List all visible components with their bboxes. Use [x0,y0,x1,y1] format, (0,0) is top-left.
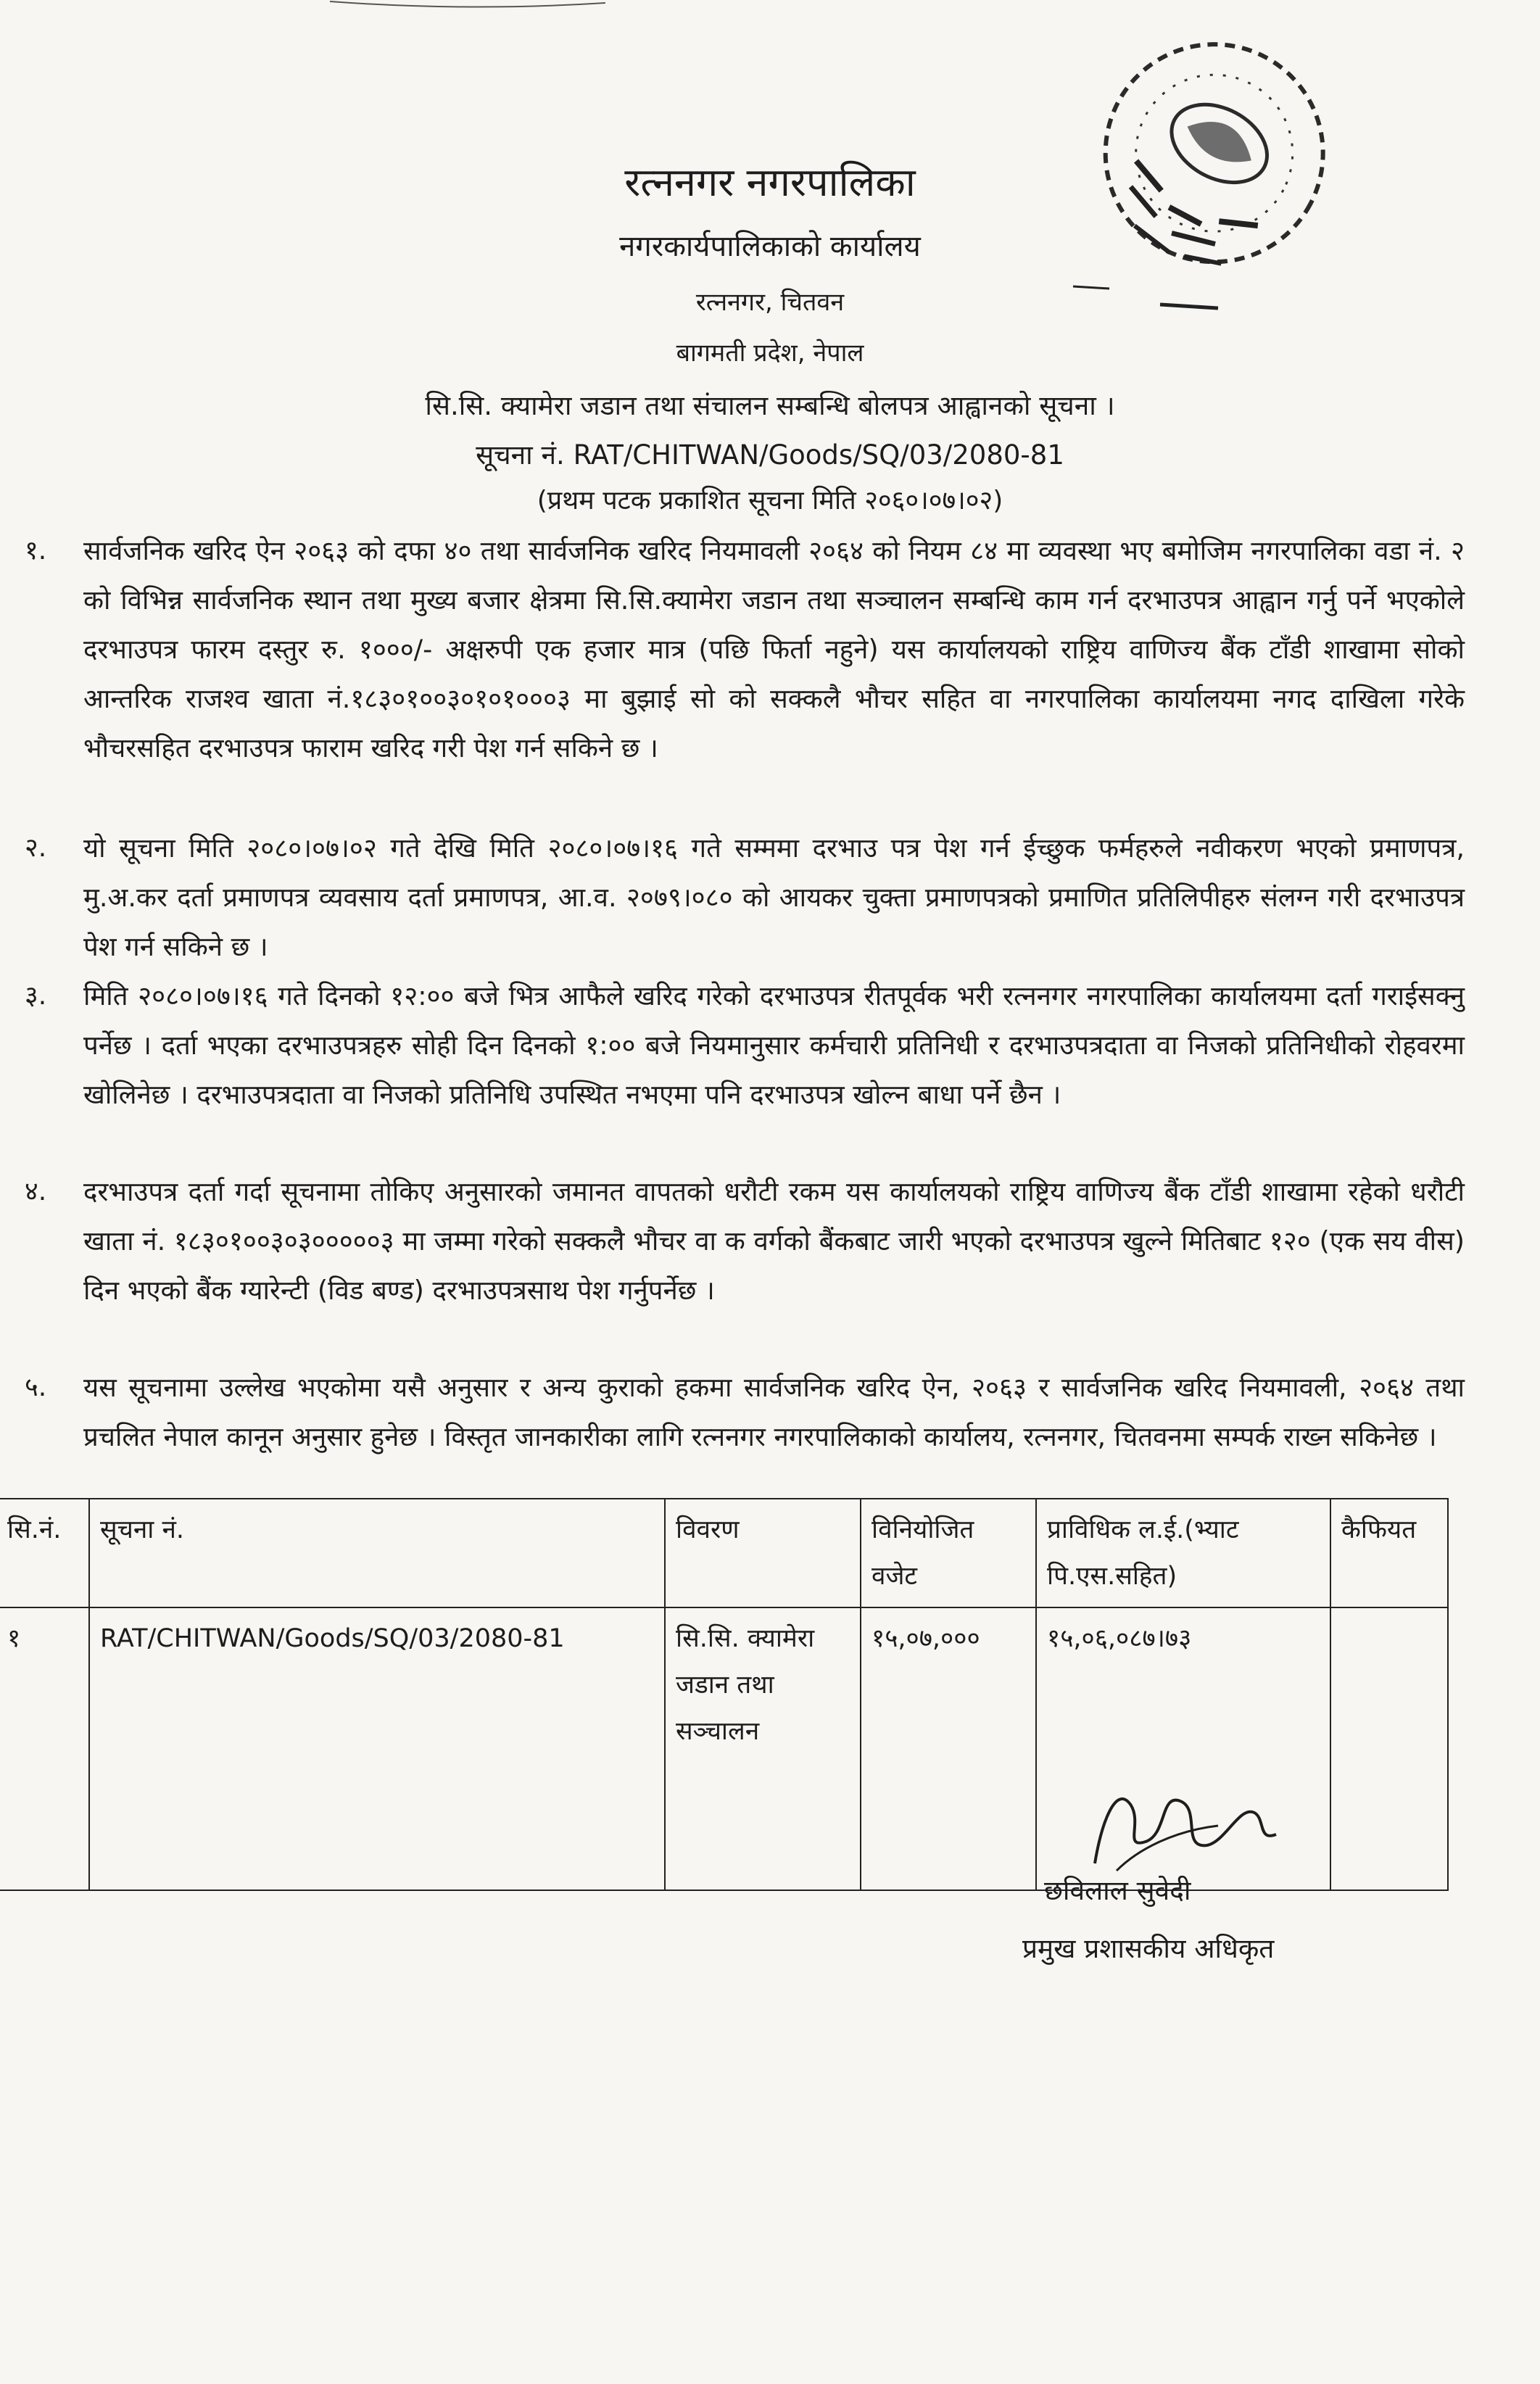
paragraph-text: मिति २०८०।०७।१६ गते दिनको १२:०० बजे भित्र आफैले खरिद गरेको दरभाउपत्र रीतपूर्वक भरी रत्ननगर नगरपालिका कार्यालयमा दर्ता गराईसक्नु पर्नेछ । दर्ता भएका दरभाउपत्रहरु सोही दिन दिनको १:०० बजे नियमानुसार कर्मचारी प्रतिनिधी र दरभाउपत्रदाता वा निजको प्रतिनिधीको रोहवरमा खोलिनेछ । दरभाउपत्रदाता वा निजको प्रतिनिधि उपस्थित नभएमा पनि दरभाउपत्र खोल्न बाधा पर्ने छैन । [83,980,1465,1110]
cell-sn: १ [0,1607,89,1890]
paragraph-number: ५. [25,1373,47,1402]
cell-budget: १५,०७,००० [861,1607,1036,1890]
paragraph-number: ३. [25,981,47,1011]
paragraph-number: ४. [25,1177,47,1207]
signer-name: छविलाल सुवेदी [1044,1875,1191,1906]
office-province: बागमती प्रदेश, नेपाल [676,339,864,368]
paragraph-text: सार्वजनिक खरिद ऐन २०६३ को दफा ४० तथा सार्वजनिक खरिद नियमावली २०६४ को नियम ८४ मा व्यवस्था भए बमोजिम नगरपालिका वडा नं. २ को विभिन्न सार्वजनिक स्थान तथा मुख्य बजार क्षेत्रमा सि.सि.क्यामेरा जडान तथा सञ्चालन सम्बन्धि काम गर्न दरभाउपत्र आह्वान गर्नु पर्ने भएकोले दरभाउपत्र फारम दस्तुर रु. १०००/- अक्षरुपी एक हजार मात्र (पछि फिर्ता नहुने) यस कार्यालयको राष्ट्रिय वाणिज्य बैंक टाँडी शाखामा सोको आन्तरिक राजश्व खाता नं.१८३०१००३०१०१०००३ मा बुझाई सो को सक्कलै भौचर सहित वा नगरपालिका कार्यालयमा नगद दाखिला गरेके भौचरसहित दरभाउपत्र फाराम खरिद गरी पेश गर्न सकिने छ । [83,535,1465,763]
column-header-remarks: कैफियत [1330,1499,1448,1607]
signer-designation: प्रमुख प्रशासकीय अधिकृत [1022,1933,1275,1964]
handwritten-signature [1073,1762,1291,1878]
office-name: नगरकार्यपालिकाको कार्यालय [619,230,921,263]
cell-estimate: १५,०६,०८७।७३ [1036,1607,1330,1890]
cell-notice-no: RAT/CHITWAN/Goods/SQ/03/2080-81 [89,1607,665,1890]
column-header-description: विवरण [665,1499,861,1607]
office-address: रत्ननगर, चितवन [695,288,845,317]
notice-subject: सि.सि. क्यामेरा जडान तथा संचालन सम्बन्धि बोलपत्र आह्वानको सूचना । [425,390,1115,421]
cell-remarks [1330,1607,1448,1890]
publication-date: (प्रथम पटक प्रकाशित सूचना मिति २०६०।०७।०२) [537,486,1003,516]
notice-number: सूचना नं. RAT/CHITWAN/Goods/SQ/03/2080-81 [476,439,1064,471]
page-title: रत्ननगर नगरपालिका [624,160,916,205]
column-header-sn: सि.नं. [0,1499,89,1607]
paragraph-number: २. [25,833,47,863]
column-header-budget: विनियोजित वजेट [861,1499,1036,1607]
paragraph-number: १. [25,536,47,566]
paragraph-text: दरभाउपत्र दर्ता गर्दा सूचनामा तोकिए अनुसारको जमानत वापतको धरौटी रकम यस कार्यालयको राष्ट्रिय वाणिज्य बैंक टाँडी शाखामा रहेको धरौटी खाता नं. १८३०१००३०३०००००३ मा जम्मा गरेको सक्कलै भौचर वा क वर्गको बैंकबाट जारी भएको दरभाउपत्र खुल्ने मितिबाट १२० (एक सय वीस) दिन भएको बैंक ग्यारेन्टी (विड बण्ड) दरभाउपत्रसाथ पेश गर्नुपर्नेछ । [83,1176,1465,1306]
paragraph-text: यो सूचना मिति २०८०।०७।०२ गते देखि मिति २०८०।०७।१६ गते सम्ममा दरभाउ पत्र पेश गर्न ईच्छुक फर्महरुले नवीकरण भएको प्रमाणपत्र, मु.अ.कर दर्ता प्रमाणपत्र व्यवसाय दर्ता प्रमाणपत्र, आ.व. २०७९।०८० को आयकर चुक्ता प्रमाणपत्रको प्रमाणित प्रतिलिपीहरु संलग्न गरी दरभाउपत्र पेश गर्न सकिने छ । [83,832,1465,962]
table-header-row [0,1499,1448,1607]
scan-edge-line [330,0,605,9]
column-header-notice-no: सूचना नं. [89,1499,665,1607]
cell-description: सि.सि. क्यामेरा जडान तथा सञ्चालन [665,1607,861,1890]
paragraph-text: यस सूचनामा उल्लेख भएकोमा यसै अनुसार र अन्य कुराको हकमा सार्वजनिक खरिद ऐन, २०६३ र सार्वजनिक खरिद नियमावली, २०६४ तथा प्रचलित नेपाल कानून अनुसार हुनेछ । विस्तृत जानकारीका लागि रत्ननगर नगरपालिकाको कार्यालय, रत्ननगर, चितवनमा सम्पर्क राख्न सकिनेछ । [83,1372,1465,1452]
column-header-estimate: प्राविधिक ल.ई.(भ्याट पि.एस.सहित) [1036,1499,1330,1607]
